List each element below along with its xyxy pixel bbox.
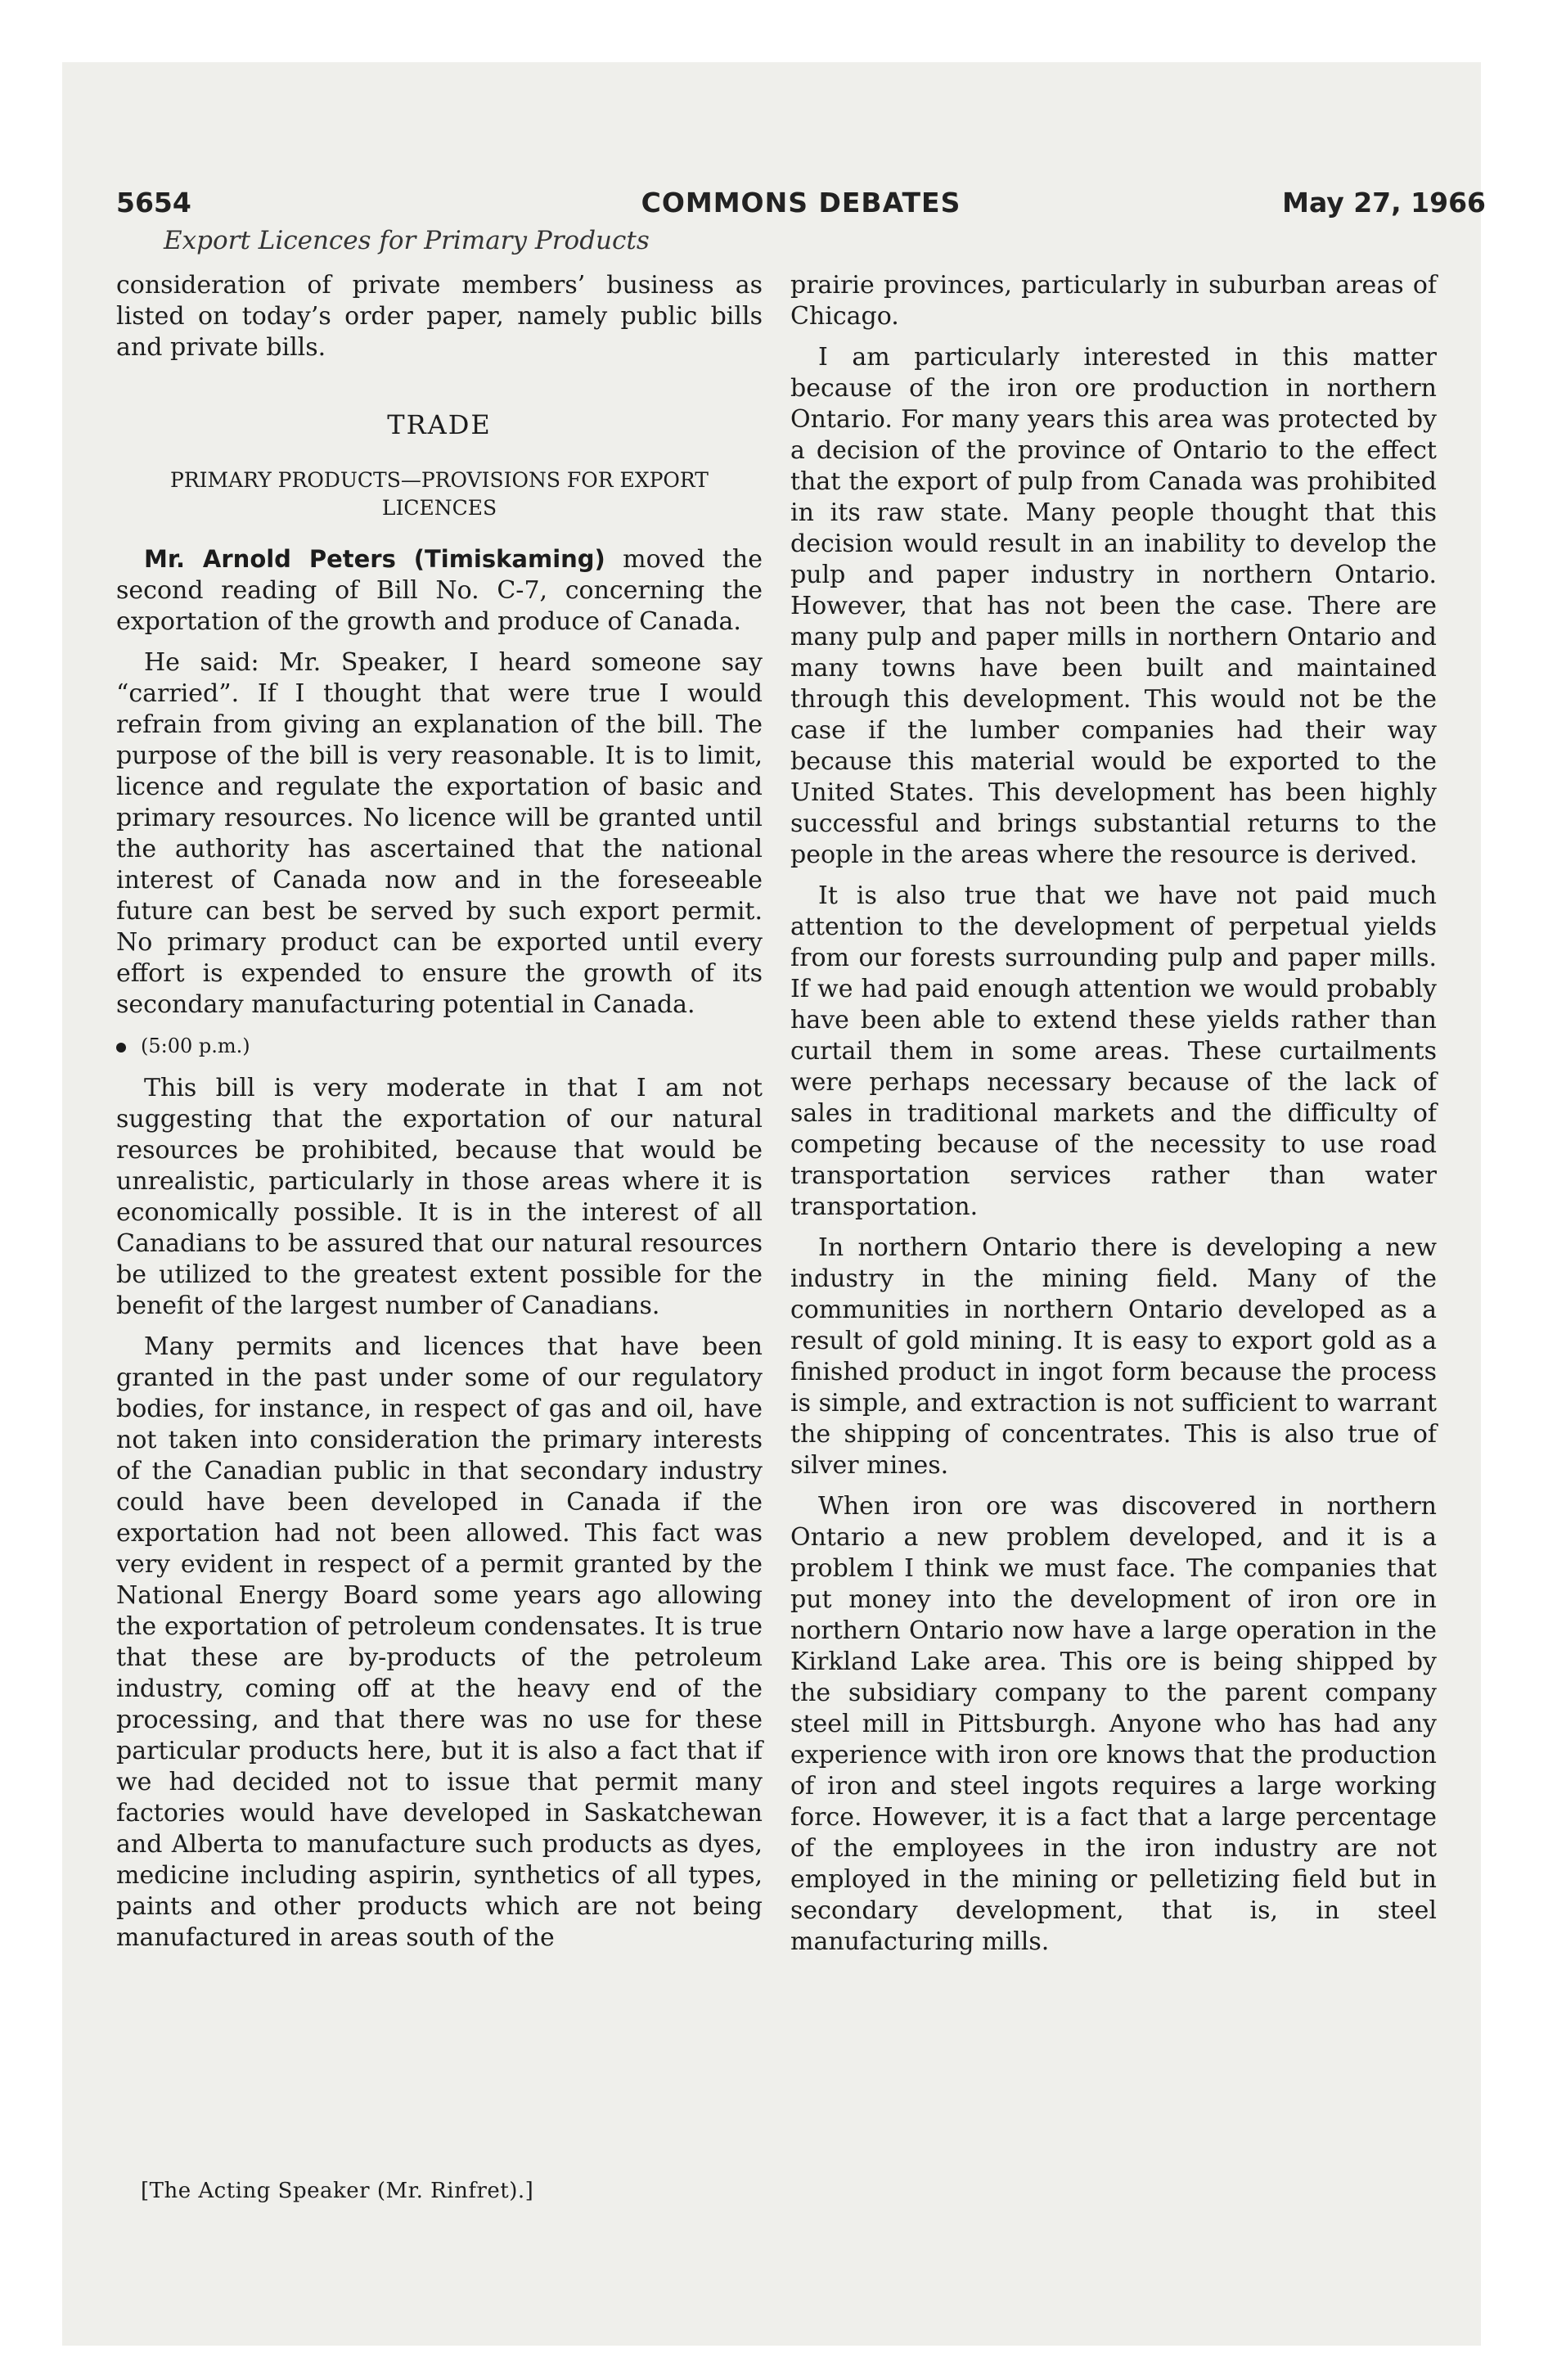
time-stamp (116, 1030, 763, 1062)
paragraph: This bill is very moderate in that I am not suggesting that the exportation of our natural resources be prohibited, because that would be unrealistic, particularly in those areas where it is economically possible. It is in the interest of all Canadians to be assured that our natural resources be utilized to the greatest extent possible for the benefit of the largest number of Canadians. (116, 1074, 763, 1320)
paragraph: I am particularly interested in this matter because of the iron ore production in northern Ontario. For many years this area was protected by a decision of the province of Ontario to the effect that the export of pulp from Canada was prohibited in its raw state. Many people thought that this decision would result in an inability to develop the pulp and paper industry in northern Ontario. However, that has not been the case. There are many pulp and paper mills in northern Ontario and many towns have been built and maintained through this development. This would not be the case if the lumber companies had their way because this material would be exported to the United States. This development has been highly successful and brings substantial returns to the people in the areas where the resource is derived. (790, 343, 1437, 869)
bullet-icon (116, 1043, 126, 1053)
speaker-text: moved the second reading of Bill No. C-7, concerning the exportation of the growth and produce of Canada. (116, 545, 763, 636)
page-header (116, 187, 1486, 228)
time-text: (5:00 p.m.) (141, 1034, 250, 1057)
section-subtitle: PRIMARY PRODUCTS—PROVISIONS FOR EXPORT LICENCES (170, 468, 709, 520)
publication-title: COMMONS DEBATES (641, 187, 961, 219)
right-column (790, 270, 1437, 1968)
paragraph: Many permits and licences that have been granted in the past under some of our regulatory bodies, for instance, in respect of gas and oil, have not taken into consideration the primary interests of the Canadian public in that secondary industry could have been developed in Canada if the exportation had not been allowed. This fact was very evident in respect of a permit granted by the National Energy Board some years ago allowing the exportation of petroleum condensates. It is true that these are by-products of the petroleum industry, coming off at the heavy end of the processing, and that there was no use for these particular products here, but it is also a fact that if we had decided not to issue that permit many factories would have developed in Saskatchewan and Alberta to manufacture such products as dyes, medicine including aspirin, synthetics of all types, paints and other products which are not being manufactured in areas south of the (116, 1332, 763, 1952)
paragraph: He said: Mr. Speaker, I heard someone say “carried”. If I thought that were true I would refrain from giving an explanation of the bill. The purpose of the bill is very reasonable. It is to limit, licence and regulate the exportation of basic and primary resources. No licence will be granted until the authority has ascertained that the national interest of Canada now and in the foreseeable future can best be served by such export permit. No primary product can be exported until every effort is expended to ensure the growth of its secondary manufacturing potential in Canada. (116, 648, 763, 1019)
publication-date: May 27, 1966 (1282, 187, 1486, 219)
paragraph: It is also true that we have not paid much attention to the development of perpetual yields from our forests surrounding pulp and paper mills. If we had paid enough attention we would probably have been able to extend these yields rather than curtail them in some areas. These curtailments were perhaps necessary because of the lack of sales in traditional markets and the difficulty of competing because of the necessity to use road transportation services rather than water transportation. (790, 881, 1437, 1221)
left-column (116, 270, 763, 1963)
section-title: TRADE (387, 409, 492, 440)
speaker-paragraph (116, 543, 763, 638)
speaker-name: Mr. Arnold Peters (Timiskaming) (144, 545, 605, 573)
paragraph: consideration of private members’ business as listed on today’s order paper, namely public bills and private bills. (116, 271, 763, 362)
running-subject: Export Licences for Primary Products (164, 226, 650, 255)
page-number: 5654 (116, 187, 191, 219)
speaker-footnote: [The Acting Speaker (Mr. Rinfret).] (141, 2179, 534, 2203)
paragraph: prairie provinces, particularly in suburban areas of Chicago. (790, 271, 1437, 331)
paragraph: In northern Ontario there is developing a new industry in the mining field. Many of the communities in northern Ontario developed as a result of gold mining. It is easy to export gold as a finished product in ingot form because the process is simple, and extraction is not sufficient to warrant the shipping of concentrates. This is also true of silver mines. (790, 1233, 1437, 1480)
paragraph: When iron ore was discovered in northern Ontario a new problem developed, and it is a problem I think we must face. The companies that put money into the development of iron ore in northern Ontario now have a large operation in the Kirkland Lake area. This ore is being shipped by the subsidiary company to the parent company steel mill in Pittsburgh. Anyone who has had any experience with iron ore knows that the production of iron and steel ingots requires a large working force. However, it is a fact that a large percentage of the employees in the iron industry are not employed in the mining or pelletizing field but in secondary development, that is, in steel manufacturing mills. (790, 1492, 1437, 1956)
